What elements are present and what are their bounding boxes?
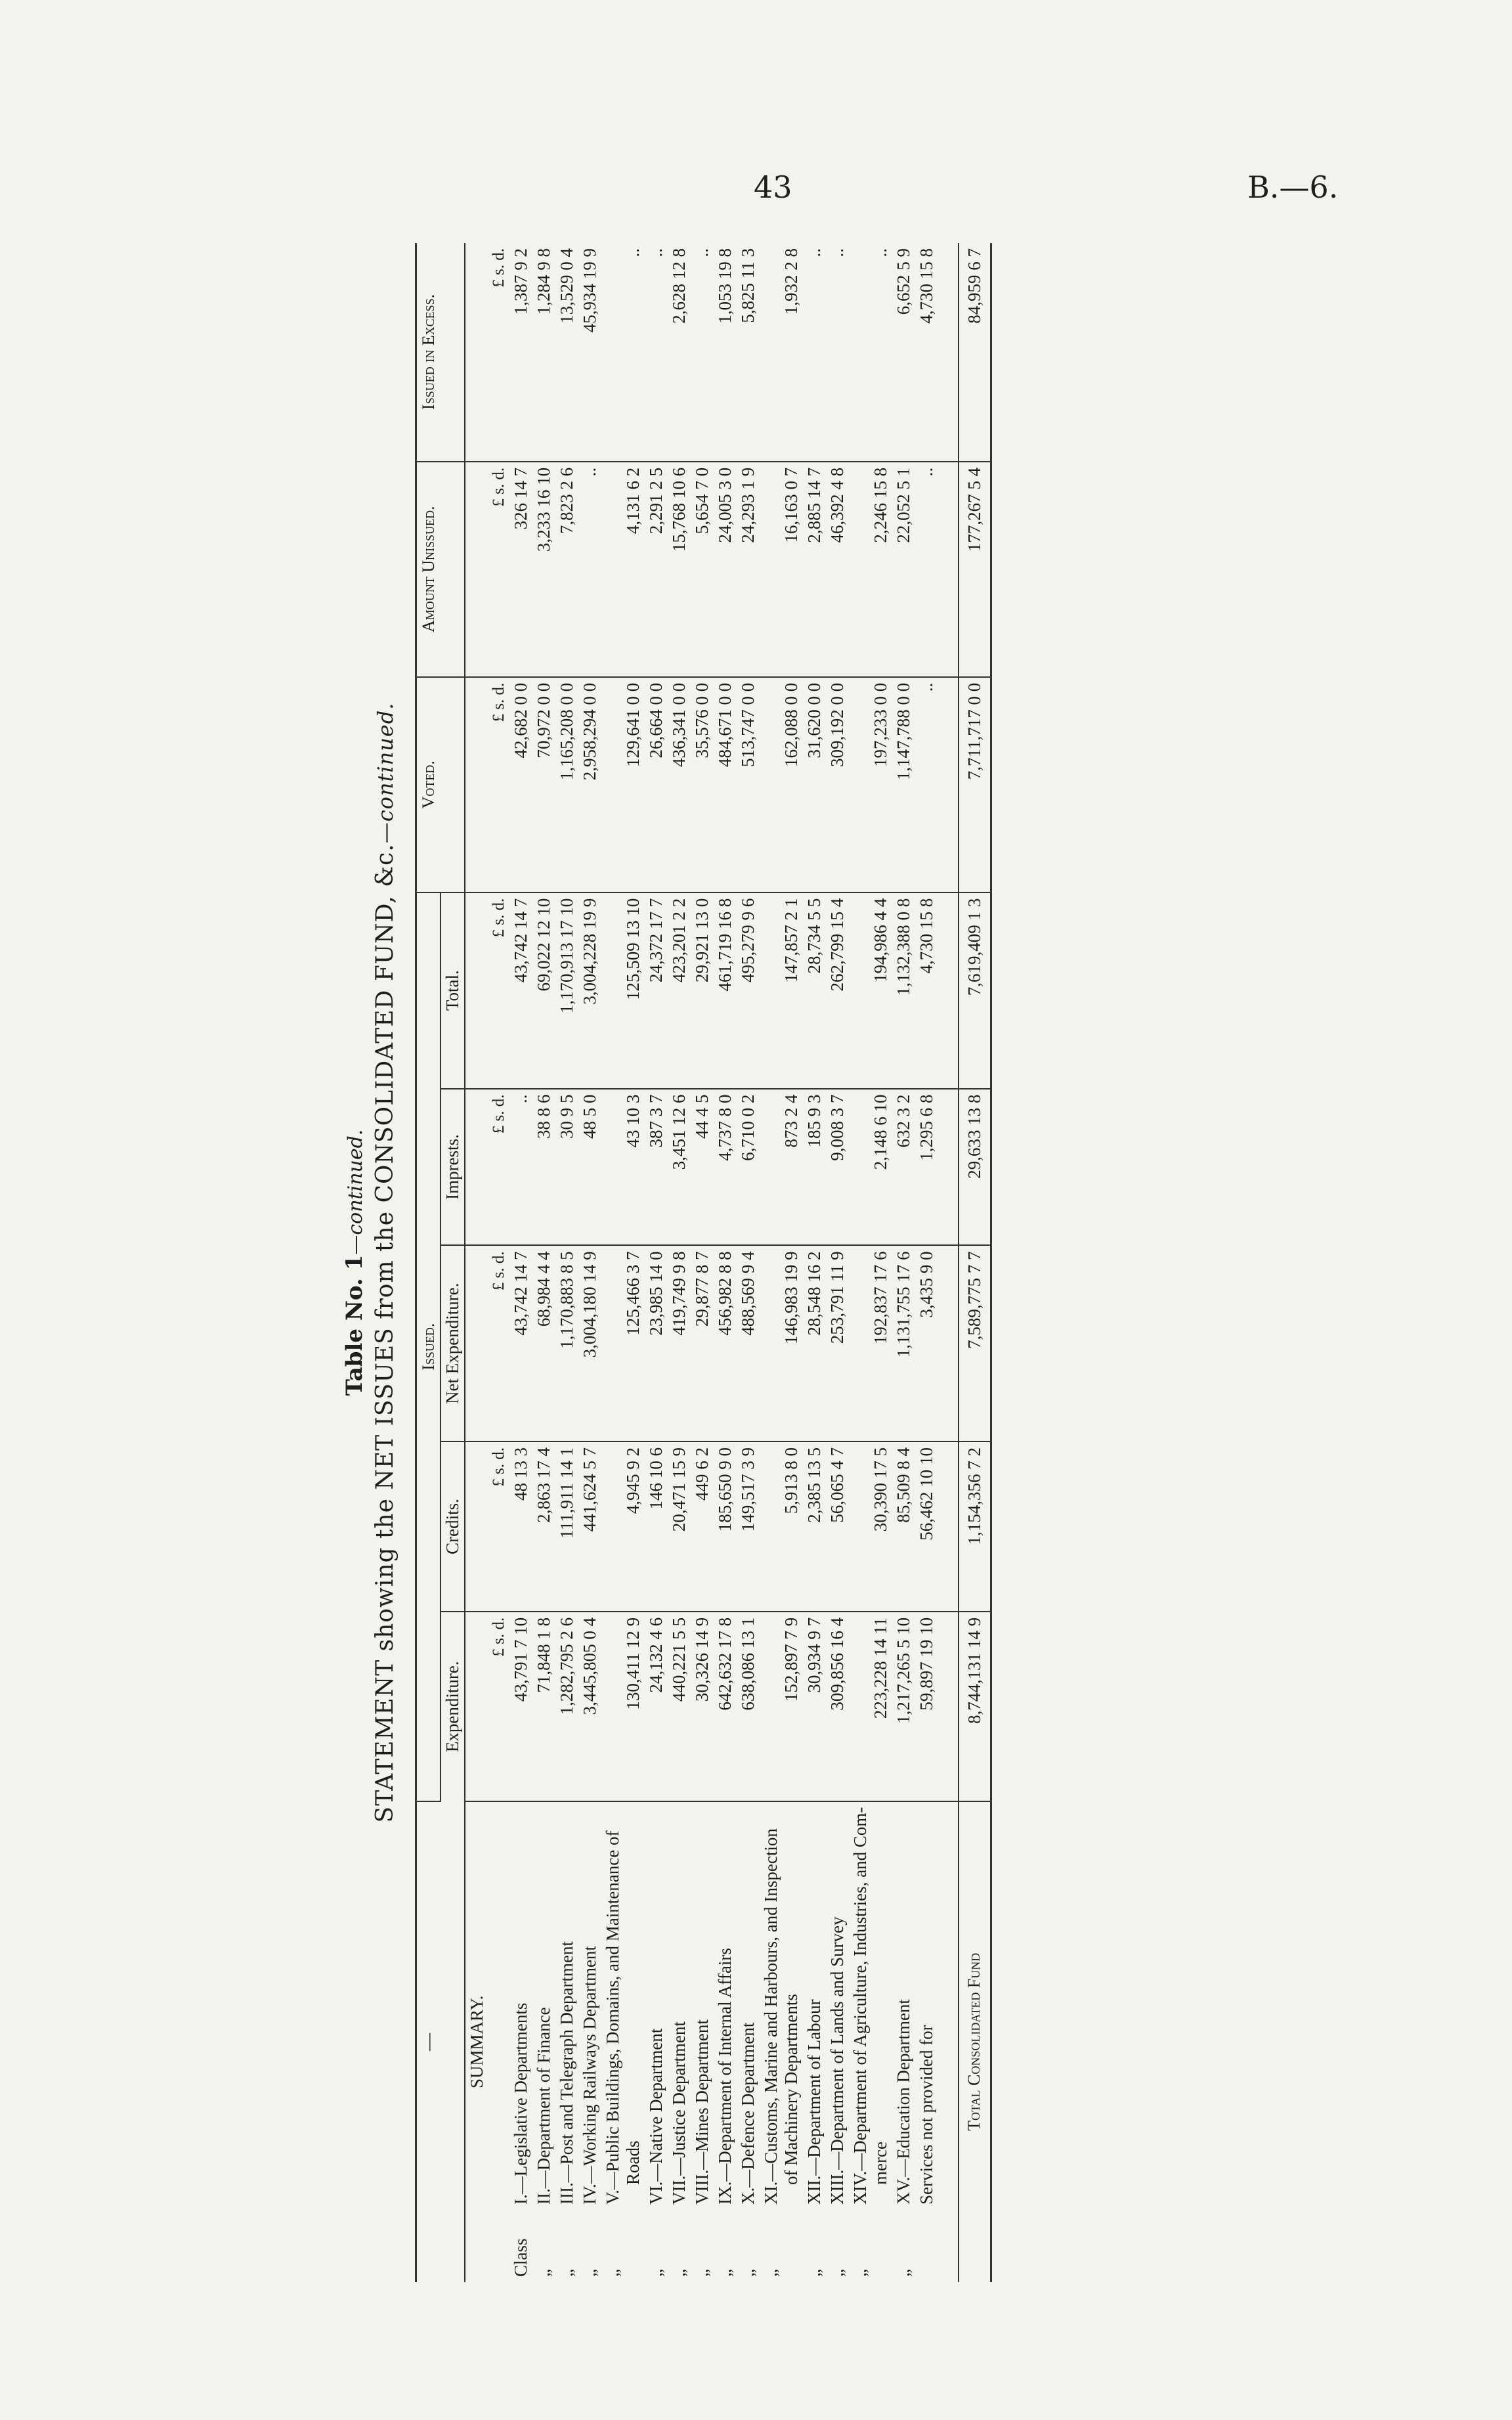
table-row — [803, 243, 826, 2282]
cell-voted: 26,664 0 0 — [645, 677, 668, 892]
table-row — [578, 243, 601, 2282]
cell-voted: 2,958,294 0 0 — [578, 677, 601, 892]
header-net-expenditure: Net Expenditure. — [441, 1245, 465, 1441]
cell-imprests: 873 2 4 — [760, 1089, 803, 1246]
cell-amount-unissued: 4,131 6 2 — [601, 462, 645, 677]
cell-credits: 2,385 13 5 — [803, 1441, 826, 1612]
cell-imprests: .. — [509, 1089, 532, 1246]
cell-voted: 31,620 0 0 — [803, 677, 826, 892]
row-label: VIII.—Mines Department — [692, 2019, 712, 2205]
cell-net-expenditure: 3,004,180 14 9 — [578, 1245, 601, 1441]
cell-imprests: 4,737 8 0 — [714, 1089, 737, 1246]
cell-imprests: 44 4 5 — [691, 1089, 714, 1246]
row-class: „ — [669, 2269, 689, 2277]
row-class: „ — [580, 2269, 599, 2277]
row-class: „ — [534, 2269, 553, 2277]
total-amount-unissued: 177,267 5 4 — [959, 462, 991, 677]
cell-issued-in-excess: 4,730 15 8 — [915, 243, 938, 462]
cell-credits: 441,624 5 7 — [578, 1441, 601, 1612]
document-reference: B.—6. — [1247, 169, 1339, 205]
cell-credits: 185,650 9 0 — [714, 1441, 737, 1612]
summary-label: SUMMARY. — [467, 1995, 486, 2088]
cell-expenditure: 130,411 12 9 — [601, 1612, 645, 1801]
row-class: „ — [646, 2269, 666, 2277]
row-description — [737, 1801, 760, 2282]
cell-imprests: 1,295 6 8 — [915, 1089, 938, 1246]
row-class: „ — [761, 2269, 781, 2277]
header-voted: Voted. — [416, 677, 465, 892]
cell-imprests: 387 3 7 — [645, 1089, 668, 1246]
cell-voted: 1,165,208 0 0 — [555, 677, 578, 892]
cell-net-expenditure: 23,985 14 0 — [645, 1245, 668, 1441]
cell-total: 423,201 2 2 — [668, 892, 691, 1089]
cell-imprests: 38 8 6 — [532, 1089, 555, 1246]
cell-imprests: 632 3 2 — [892, 1089, 915, 1246]
row-label: III.—Post and Telegraph Department — [557, 1941, 576, 2205]
row-label: IX.—Department of Internal Affairs — [715, 1948, 735, 2205]
row-label: VI.—Native Department — [646, 2028, 666, 2205]
unit-label: £ s. d. — [488, 462, 509, 677]
row-class: „ — [557, 2269, 576, 2277]
row-class: Class — [511, 2238, 530, 2277]
cell-amount-unissued: 3,233 16 10 — [532, 462, 555, 677]
cell-issued-in-excess: .. — [826, 243, 849, 462]
row-label: II.—Department of Finance — [534, 2007, 553, 2205]
table-row — [760, 243, 803, 2282]
table-row — [737, 243, 760, 2282]
table-row — [849, 243, 892, 2282]
header-imprests: Imprests. — [441, 1089, 465, 1246]
cell-imprests: 30 9 5 — [555, 1089, 578, 1246]
row-description — [849, 1801, 892, 2282]
row-label-continuation: of Machinery Departments — [781, 1994, 801, 2185]
cell-issued-in-excess: .. — [849, 243, 892, 462]
row-description — [892, 1801, 915, 2282]
table-row — [915, 243, 938, 2282]
row-label: XV.—Education Department — [894, 1999, 913, 2205]
cell-imprests: 9,008 3 7 — [826, 1089, 849, 1246]
cell-total: 194,986 4 4 — [849, 892, 892, 1089]
cell-voted: 197,233 0 0 — [849, 677, 892, 892]
cell-amount-unissued: .. — [915, 462, 938, 677]
row-class: „ — [850, 2269, 870, 2277]
total-label: Total Consolidated Fund — [959, 1801, 991, 2282]
cell-expenditure: 71,848 1 8 — [532, 1612, 555, 1801]
cell-total: 28,734 5 5 — [803, 892, 826, 1089]
total-expenditure: 8,744,131 14 9 — [959, 1612, 991, 1801]
cell-net-expenditure: 456,982 8 8 — [714, 1245, 737, 1441]
cell-issued-in-excess: 2,628 12 8 — [668, 243, 691, 462]
cell-amount-unissued: 2,246 15 8 — [849, 462, 892, 677]
cell-amount-unissued: 7,823 2 6 — [555, 462, 578, 677]
row-class: „ — [894, 2269, 913, 2277]
cell-total: 147,857 2 1 — [760, 892, 803, 1089]
cell-voted: 70,972 0 0 — [532, 677, 555, 892]
cell-expenditure: 30,934 9 7 — [803, 1612, 826, 1801]
cell-issued-in-excess: 5,825 11 3 — [737, 243, 760, 462]
cell-net-expenditure: 43,742 14 7 — [509, 1245, 532, 1441]
cell-expenditure: 223,228 14 11 — [849, 1612, 892, 1801]
header-total: Total. — [441, 892, 465, 1089]
cell-issued-in-excess: 1,387 9 2 — [509, 243, 532, 462]
row-description — [760, 1801, 803, 2282]
cell-total: 125,509 13 10 — [601, 892, 645, 1089]
total-credits: 1,154,356 7 2 — [959, 1441, 991, 1612]
unit-label: £ s. d. — [488, 1612, 509, 1801]
unit-label: £ s. d. — [488, 1245, 509, 1441]
cell-total: 43,742 14 7 — [509, 892, 532, 1089]
total-issued-in-excess: 84,959 6 7 — [959, 243, 991, 462]
header-row-1 — [416, 243, 441, 2282]
cell-credits: 111,911 14 1 — [555, 1441, 578, 1612]
row-label-continuation: merce — [871, 2142, 890, 2185]
cell-issued-in-excess: 1,284 9 8 — [532, 243, 555, 462]
rotated-table-block — [341, 243, 1372, 2282]
total-voted: 7,711,717 0 0 — [959, 677, 991, 892]
cell-voted: 129,641 0 0 — [601, 677, 645, 892]
row-description — [645, 1801, 668, 2282]
cell-expenditure: 638,086 13 1 — [737, 1612, 760, 1801]
unit-label: £ s. d. — [488, 892, 509, 1089]
cell-imprests: 6,710 0 2 — [737, 1089, 760, 1246]
cell-credits: 146 10 6 — [645, 1441, 668, 1612]
cell-amount-unissued: 16,163 0 7 — [760, 462, 803, 677]
row-class: „ — [738, 2269, 758, 2277]
row-description — [532, 1801, 555, 2282]
cell-credits: 85,509 8 4 — [892, 1441, 915, 1612]
cell-amount-unissued: 5,654 7 0 — [691, 462, 714, 677]
cell-issued-in-excess: .. — [601, 243, 645, 462]
cell-total: 69,022 12 10 — [532, 892, 555, 1089]
table-row — [509, 243, 532, 2282]
table-row — [668, 243, 691, 2282]
row-label-continuation: Roads — [623, 2140, 643, 2185]
cell-imprests: 2,148 6 10 — [849, 1089, 892, 1246]
row-label: XIII.—Department of Lands and Survey — [827, 1916, 847, 2205]
cell-expenditure: 642,632 17 8 — [714, 1612, 737, 1801]
cell-credits: 5,913 8 0 — [760, 1441, 803, 1612]
row-label: I.—Legislative Departments — [511, 2002, 530, 2205]
header-expenditure: Expenditure. — [441, 1612, 465, 1801]
header-amount-unissued: Amount Unissued. — [416, 462, 465, 677]
page-number: 43 — [754, 169, 792, 205]
cell-total: 1,170,913 17 10 — [555, 892, 578, 1089]
cell-issued-in-excess: 1,932 2 8 — [760, 243, 803, 462]
total-imprests: 29,633 13 8 — [959, 1089, 991, 1246]
cell-total: 24,372 17 7 — [645, 892, 668, 1089]
row-label: XII.—Department of Labour — [804, 1999, 824, 2205]
table-title: STATEMENT showing the NET ISSUES from the CONSOLIDATED FUND, &c.—continued. — [372, 702, 399, 1823]
row-description — [803, 1801, 826, 2282]
cell-voted: 513,747 0 0 — [737, 677, 760, 892]
cell-credits: 56,462 10 10 — [915, 1441, 938, 1612]
cell-imprests: 3,451 12 6 — [668, 1089, 691, 1246]
row-description — [509, 1801, 532, 2282]
cell-net-expenditure: 3,435 9 0 — [915, 1245, 938, 1441]
cell-expenditure: 3,445,805 0 4 — [578, 1612, 601, 1801]
cell-amount-unissued: 22,052 5 1 — [892, 462, 915, 677]
row-description — [691, 1801, 714, 2282]
header-issued-in-excess: Issued in Excess. — [416, 243, 465, 462]
row-label: VII.—Justice Department — [669, 2021, 689, 2205]
cell-total: 495,279 9 6 — [737, 892, 760, 1089]
cell-net-expenditure: 419,749 9 8 — [668, 1245, 691, 1441]
table-row — [645, 243, 668, 2282]
row-description — [555, 1801, 578, 2282]
row-class: „ — [715, 2269, 735, 2277]
cell-imprests: 43 10 3 — [601, 1089, 645, 1246]
cell-credits: 4,945 9 2 — [601, 1441, 645, 1612]
table-label: Table No. 1—continued. — [341, 1129, 368, 1396]
cell-imprests: 185 9 3 — [803, 1089, 826, 1246]
cell-amount-unissued: 24,005 3 0 — [714, 462, 737, 677]
cell-credits: 149,517 3 9 — [737, 1441, 760, 1612]
row-class: „ — [827, 2269, 847, 2277]
row-label: IV.—Working Railways Department — [580, 1945, 599, 2205]
cell-amount-unissued: 326 14 7 — [509, 462, 532, 677]
cell-issued-in-excess: .. — [645, 243, 668, 462]
unit-label: £ s. d. — [488, 243, 509, 462]
cell-total: 29,921 13 0 — [691, 892, 714, 1089]
table-row — [532, 243, 555, 2282]
header-issued: Issued. — [416, 892, 441, 1801]
cell-expenditure: 1,282,795 2 6 — [555, 1612, 578, 1801]
cell-credits: 30,390 17 5 — [849, 1441, 892, 1612]
cell-voted: 436,341 0 0 — [668, 677, 691, 892]
cell-voted: .. — [915, 677, 938, 892]
cell-amount-unissued: 46,392 4 8 — [826, 462, 849, 677]
cell-credits: 48 13 3 — [509, 1441, 532, 1612]
row-description — [826, 1801, 849, 2282]
total-row — [959, 243, 991, 2282]
cell-voted: 162,088 0 0 — [760, 677, 803, 892]
cell-expenditure: 43,791 7 10 — [509, 1612, 532, 1801]
table-row — [892, 243, 915, 2282]
cell-credits: 449 6 2 — [691, 1441, 714, 1612]
cell-amount-unissued: .. — [578, 462, 601, 677]
row-label: XIV.—Department of Agriculture, Industries, and Com- — [850, 1807, 870, 2205]
table-row — [714, 243, 737, 2282]
row-label: V.—Public Buildings, Domains, and Maintenance of — [603, 1830, 622, 2205]
unit-label: £ s. d. — [488, 1441, 509, 1612]
cell-credits: 20,471 15 9 — [668, 1441, 691, 1612]
cell-voted: 42,682 0 0 — [509, 677, 532, 892]
cell-total: 4,730 15 8 — [915, 892, 938, 1089]
cell-voted: 484,671 0 0 — [714, 677, 737, 892]
cell-voted: 309,192 0 0 — [826, 677, 849, 892]
table-row — [601, 243, 645, 2282]
row-description — [601, 1801, 645, 2282]
header-credits: Credits. — [441, 1441, 465, 1612]
cell-net-expenditure: 192,837 17 6 — [849, 1245, 892, 1441]
cell-expenditure: 152,897 7 9 — [760, 1612, 803, 1801]
cell-expenditure: 309,856 16 4 — [826, 1612, 849, 1801]
cell-total: 262,799 15 4 — [826, 892, 849, 1089]
row-label: Services not provided for — [917, 2025, 936, 2205]
row-label: XI.—Customs, Marine and Harbours, and Inspection — [761, 1828, 781, 2205]
cell-net-expenditure: 29,877 8 7 — [691, 1245, 714, 1441]
cell-total: 3,004,228 19 9 — [578, 892, 601, 1089]
cell-net-expenditure: 28,548 16 2 — [803, 1245, 826, 1441]
unit-label: £ s. d. — [488, 1089, 509, 1246]
cell-credits: 56,065 4 7 — [826, 1441, 849, 1612]
cell-expenditure: 440,221 5 5 — [668, 1612, 691, 1801]
consolidated-fund-table — [415, 243, 992, 2282]
cell-amount-unissued: 2,291 2 5 — [645, 462, 668, 677]
cell-issued-in-excess: 1,053 19 8 — [714, 243, 737, 462]
cell-net-expenditure: 1,131,755 17 6 — [892, 1245, 915, 1441]
cell-net-expenditure: 68,984 4 4 — [532, 1245, 555, 1441]
cell-net-expenditure: 488,569 9 4 — [737, 1245, 760, 1441]
row-class: „ — [804, 2269, 824, 2277]
cell-net-expenditure: 253,791 11 9 — [826, 1245, 849, 1441]
table-row — [691, 243, 714, 2282]
row-description — [668, 1801, 691, 2282]
header-dash: — — [416, 1801, 465, 2282]
row-description — [714, 1801, 737, 2282]
cell-net-expenditure: 125,466 3 7 — [601, 1245, 645, 1441]
cell-expenditure: 1,217,265 5 10 — [892, 1612, 915, 1801]
cell-credits: 2,863 17 4 — [532, 1441, 555, 1612]
cell-issued-in-excess: 45,934 19 9 — [578, 243, 601, 462]
cell-issued-in-excess: .. — [803, 243, 826, 462]
total-net-expenditure: 7,589,775 7 7 — [959, 1245, 991, 1441]
cell-expenditure: 30,326 14 9 — [691, 1612, 714, 1801]
cell-voted: 35,576 0 0 — [691, 677, 714, 892]
cell-issued-in-excess: 6,652 5 9 — [892, 243, 915, 462]
row-class: „ — [692, 2269, 712, 2277]
cell-net-expenditure: 146,983 19 9 — [760, 1245, 803, 1441]
cell-issued-in-excess: .. — [691, 243, 714, 462]
unit-row — [488, 243, 509, 2282]
cell-expenditure: 59,897 19 10 — [915, 1612, 938, 1801]
cell-net-expenditure: 1,170,883 8 5 — [555, 1245, 578, 1441]
row-description — [915, 1801, 938, 2282]
cell-amount-unissued: 24,293 1 9 — [737, 462, 760, 677]
table-row — [555, 243, 578, 2282]
cell-total: 461,719 16 8 — [714, 892, 737, 1089]
cell-amount-unissued: 2,885 14 7 — [803, 462, 826, 677]
cell-voted: 1,147,788 0 0 — [892, 677, 915, 892]
cell-issued-in-excess: 13,529 0 4 — [555, 243, 578, 462]
cell-total: 1,132,388 0 8 — [892, 892, 915, 1089]
cell-imprests: 48 5 0 — [578, 1089, 601, 1246]
table-row — [826, 243, 849, 2282]
row-description — [578, 1801, 601, 2282]
summary-row — [465, 243, 488, 2282]
row-label: X.—Defence Department — [738, 2022, 758, 2205]
cell-amount-unissued: 15,768 10 6 — [668, 462, 691, 677]
unit-label: £ s. d. — [488, 677, 509, 892]
total-total: 7,619,409 1 3 — [959, 892, 991, 1089]
cell-expenditure: 24,132 4 6 — [645, 1612, 668, 1801]
row-class: „ — [603, 2269, 622, 2277]
